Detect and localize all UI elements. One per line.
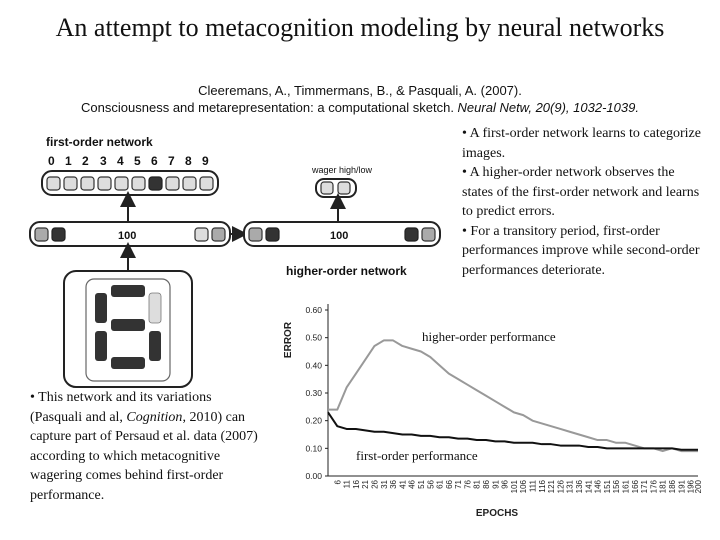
x-tick-label: 161	[621, 480, 631, 494]
left-bullet-text-2: , 2010) can capture part of Persaud et al. data (2007) according to which metacognitive wagering comes behind first-order performance.	[30, 409, 258, 503]
citation-line-2: Consciousness and metarepresentation: a computational sketch.	[81, 100, 458, 115]
left-bullet-text-1: • This network and its variations (Pasquali and al,	[30, 390, 212, 425]
legend-first-order: first-order performance	[356, 448, 478, 463]
series-line-first-order	[328, 412, 698, 449]
x-tick-label: 166	[630, 480, 640, 494]
digit-label: 8	[185, 154, 192, 168]
citation	[40, 82, 680, 116]
x-tick-label: 16	[351, 480, 361, 489]
digit-label: 4	[117, 154, 124, 168]
x-tick-label: 46	[407, 480, 417, 489]
x-tick-label: 61	[435, 480, 445, 489]
slide-title: An attempt to metacognition modeling by neural networks	[55, 13, 665, 42]
y-axis-label: ERROR	[283, 321, 294, 359]
hidden-size-right: 100	[330, 230, 349, 242]
first-order-label: first-order network	[46, 135, 153, 149]
x-tick-label: 6	[333, 480, 343, 485]
series-line-higher-order	[328, 340, 698, 451]
x-tick-label: 191	[677, 480, 687, 494]
x-tick-label: 136	[575, 480, 585, 494]
x-tick-label: 91	[491, 480, 501, 489]
higher-order-label: higher-order network	[286, 264, 407, 278]
x-tick-label: 26	[370, 480, 380, 489]
left-bullet-journal: Cognition	[126, 409, 183, 425]
x-tick-label: 131	[565, 480, 575, 494]
x-tick-label: 76	[463, 480, 473, 489]
x-tick-label: 66	[444, 480, 454, 489]
x-axis-label: EPOCHS	[475, 508, 519, 519]
x-tick-label: 146	[593, 480, 603, 494]
y-tick-label: 0.20	[305, 415, 322, 426]
x-tick-label: 11	[342, 480, 352, 489]
digit-label: 1	[65, 154, 72, 168]
x-tick-label: 181	[658, 480, 668, 494]
x-tick-label: 81	[472, 480, 482, 489]
x-tick-label: 156	[612, 480, 622, 494]
hidden-size-left: 100	[118, 230, 137, 242]
x-tick-label: 171	[640, 480, 650, 494]
y-tick-label: 0.30	[305, 388, 322, 398]
bullet-item: • A higher-order network observes the states of the first-order network and learns to predict errors.	[462, 165, 700, 219]
x-tick-label: 41	[398, 480, 408, 489]
x-tick-label: 111	[528, 480, 538, 493]
right-bullet-list	[462, 124, 707, 280]
y-tick-label: 0.40	[305, 360, 322, 371]
x-tick-label: 176	[649, 480, 659, 494]
series-group	[328, 340, 698, 451]
bullet-item: • For a transitory period, first-order performances improve while second-order performances deteriorate.	[462, 223, 700, 278]
x-tick-label: 200	[694, 480, 703, 494]
digit-label: 3	[100, 154, 107, 168]
digit-labels	[48, 154, 209, 168]
x-tick-label: 51	[416, 480, 426, 489]
x-tick-label: 31	[379, 480, 389, 489]
x-tick-label: 21	[361, 480, 371, 489]
y-ticks	[305, 305, 328, 481]
y-tick-label: 0.50	[305, 332, 322, 343]
bullet-item: • A first-order network learns to categorize images.	[462, 126, 701, 161]
digit-label: 0	[48, 154, 55, 168]
x-tick-label: 86	[482, 480, 492, 489]
citation-line-1: Cleeremans, A., Timmermans, B., & Pasquali, A. (2007).	[198, 83, 522, 98]
x-tick-label: 101	[509, 480, 519, 494]
digit-label: 6	[151, 154, 158, 168]
x-tick-label: 36	[389, 480, 399, 489]
x-tick-label: 71	[454, 480, 464, 489]
x-tick-label: 186	[667, 480, 677, 494]
digit-label: 2	[82, 154, 89, 168]
x-tick-label: 96	[500, 480, 510, 489]
digit-label: 7	[168, 154, 175, 168]
digit-label: 9	[202, 154, 209, 168]
y-tick-label: 0.00	[305, 471, 322, 481]
x-tick-label: 196	[686, 480, 696, 494]
x-tick-label: 56	[426, 480, 436, 489]
x-tick-label: 126	[556, 480, 566, 494]
citation-journal: Neural Netw, 20(9), 1032-1039.	[457, 100, 639, 115]
x-tick-label: 106	[519, 480, 529, 494]
error-chart	[270, 290, 720, 540]
legend-higher-order: higher-order performance	[422, 329, 556, 344]
y-tick-label: 0.10	[305, 443, 322, 454]
x-tick-label: 121	[547, 480, 557, 494]
digit-label: 5	[134, 154, 141, 168]
left-bullet	[30, 388, 265, 505]
x-tick-label: 116	[537, 480, 547, 493]
x-tick-label: 151	[602, 480, 612, 494]
x-ticks	[333, 479, 703, 493]
wager-label: wager high/low	[312, 165, 373, 175]
x-tick-label: 141	[584, 480, 594, 494]
y-tick-label: 0.60	[305, 305, 322, 315]
